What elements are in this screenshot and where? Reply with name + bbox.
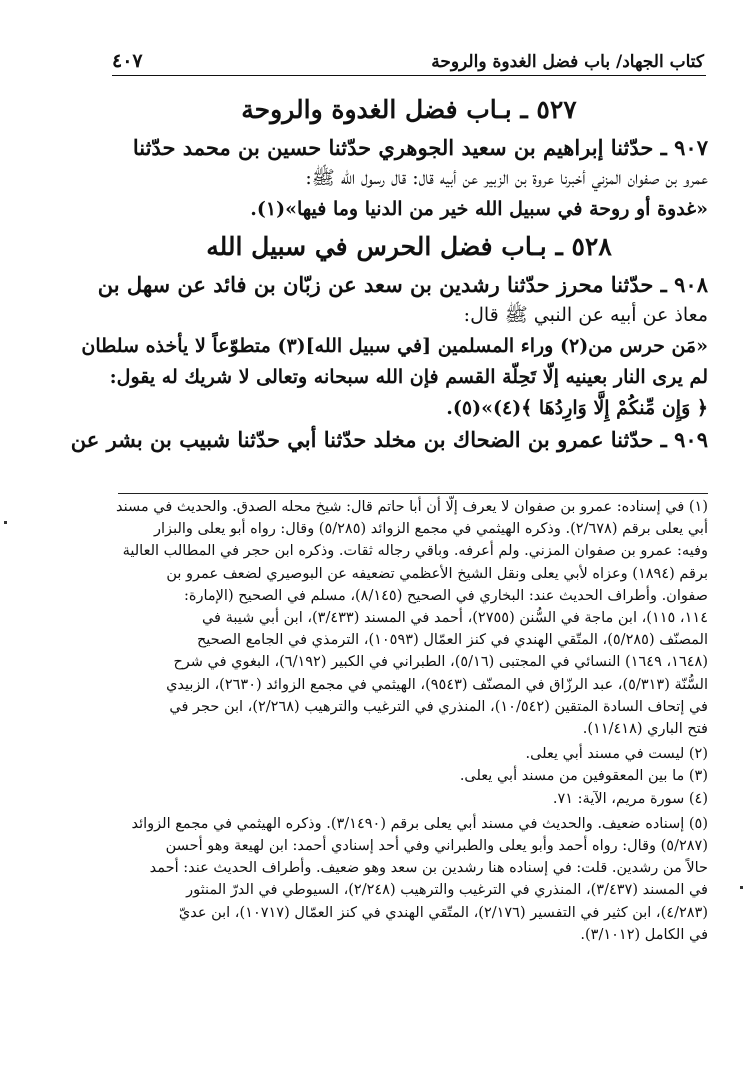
footnote-4: (٤) سورة مريم، الآية: ٧١. — [552, 790, 708, 807]
footnote-1-line-1: (١) في إسناده: عمرو بن صفوان لا يعرف إلّا أن أبا حاتم قال: شيخ محله الصدق. والحديث في مسند — [115, 499, 708, 515]
footnote-1-line-5: صفوان. وأطراف الحديث عند: البخاري في الصحيح (٨/١٤٥)، مسلم في الصحيح (الإمارة: — [183, 587, 708, 604]
main-text — [70, 88, 708, 455]
footnote-1-line-9: السُّنّة (٥/٣١٣)، عبد الرزّاق في المصنّف (٩٥٤٣)، الهيثمي في مجمع الزوائد (٢٦٣٠)، الزبيدي — [166, 676, 708, 693]
hadith-908-line-4: لم يرى النار بعينيه إلّا تَحِلّة القسم فإن الله سبحانه وتعالى لا شريك له يقول: — [109, 366, 708, 388]
hadith-909-line-1: ٩٠٩ ـ حدّثنا عمرو بن الضحاك بن مخلد حدّثنا أبي حدّثنا شبيب بن بشر عن — [70, 427, 708, 452]
hadith-907-line-3: «غدوة أو روحة في سبيل الله خير من الدنيا وما فيها»(١). — [250, 198, 708, 220]
hadith-907-line-2: عمرو بن صفوان المزني أخبرنا عروة بن الزبير عن أبيه قال: قال رسول الله ﷺ: — [305, 167, 708, 189]
chapter-title-527: ٥٢٧ ـ بـاب فضل الغدوة والروحة — [241, 95, 577, 124]
header-rule — [112, 75, 706, 76]
chapter-title-528: ٥٢٨ ـ بـاب فضل الحرس في سبيل الله — [206, 232, 612, 261]
footnote-1-line-8: (١٦٤٨، ١٦٤٩) النسائي في المجتبى (٥/١٦)، الطبراني في الكبير (٦/١٩٢)، البغوي في شرح — [173, 654, 708, 671]
hadith-908-line-5: ﴿ وَإِن مِّنكُمْ إِلَّا وَارِدُهَا ﴾(٤)»(٥). — [446, 397, 708, 419]
footnote-5-line-6: في الكامل (٣/١٠١٢). — [580, 926, 708, 943]
page-number: ٤٠٧ — [112, 50, 143, 72]
footnotes — [104, 496, 708, 946]
page-header — [112, 46, 704, 72]
running-title: كتاب الجهاد/ باب فضل الغدوة والروحة — [431, 52, 704, 72]
footnote-1-line-11: فتح الباري (١١/٤١٨). — [582, 721, 708, 738]
scan-speck — [740, 886, 743, 889]
footnote-3: (٣) ما بين المعقوفين من مسند أبي يعلى. — [459, 768, 708, 785]
footnote-2: (٢) ليست في مسند أبي يعلى. — [525, 746, 708, 763]
hadith-908-line-3: «مَن حرس من(٢) وراء المسلمين [في سبيل الله](٣) متطوّعاً لا يأخذه سلطان — [81, 335, 708, 357]
hadith-907-line-1: ٩٠٧ ـ حدّثنا إبراهيم بن سعيد الجوهري حدّثنا حسين بن محمد حدّثنا — [132, 135, 708, 160]
footnote-1-line-3: وفيه: عمرو بن صفوان المزني. ولم أعرفه. وباقي رجاله ثقات. وذكره ابن حجر في المطالب العالية — [122, 543, 708, 560]
footnote-1-line-4: برقم (١٨٩٤) وعزاه لأبي يعلى ونقل الشيخ الأعظمي تضعيفه عن البوصيري لضعف عمرو بن — [166, 565, 708, 582]
footnote-5-line-2: (٥/٢٨٧) وقال: رواه أحمد وأبو يعلى والطبراني وفي أحد إسنادي أحمد: ابن لهيعة وهو أحسن — [165, 838, 708, 855]
footnote-5-line-3: حالاً من رشدين. قلت: في إسناده هنا رشدين بن سعد وهو ضعيف. وأطراف الحديث عند: أحمد — [149, 860, 708, 877]
footnote-5-line-4: في المسند (٣/٤٣٧)، المنذري في الترغيب والترهيب (٢/٢٤٨)، السيوطي في الدرّ المنثور — [186, 882, 708, 899]
hadith-908-line-2: معاذ عن أبيه عن النبي ﷺ قال: — [463, 304, 708, 326]
footnote-separator — [118, 493, 708, 494]
footnote-5-line-5: (٤/٢٨٣)، ابن كثير في التفسير (٢/١٧٦)، المتّقي الهندي في كنز العمّال (١٠٧١٧)، ابن عديّ — [178, 904, 708, 921]
hadith-908-line-1: ٩٠٨ ـ حدّثنا محرز حدّثنا رشدين بن سعد عن زبّان بن فائد عن سهل بن — [97, 272, 708, 297]
footnote-1-line-10: في إتحاف السادة المتقين (١٠/٥٤٢)، المنذري في الترغيب والترهيب (٢/٢٦٨)، ابن حجر في — [169, 698, 708, 715]
footnote-1-line-6: ١١٤، ١١٥)، ابن ماجة في السُّنن (٢٧٥٥)، أحمد في المسند (٣/٤٣٣)، ابن أبي شيبة في — [201, 610, 708, 627]
footnote-1-line-2: أبي يعلى برقم (٢/٦٧٨). وذكره الهيثمي في مجمع الزوائد (٥/٢٨٥) وقال: رواه أبو يعلى والبزار — [154, 521, 708, 538]
footnote-5-line-1: (٥) إسناده ضعيف. والحديث في مسند أبي يعلى برقم (٣/١٤٩٠). وذكره الهيثمي في مجمع الزوائد — [131, 815, 708, 832]
scan-speck — [4, 521, 7, 524]
footnote-1-line-7: المصنّف (٥/٢٨٥)، المتّقي الهندي في كنز العمّال (١٠٥٩٣)، الترمذي في الجامع الصحيح — [196, 632, 708, 649]
